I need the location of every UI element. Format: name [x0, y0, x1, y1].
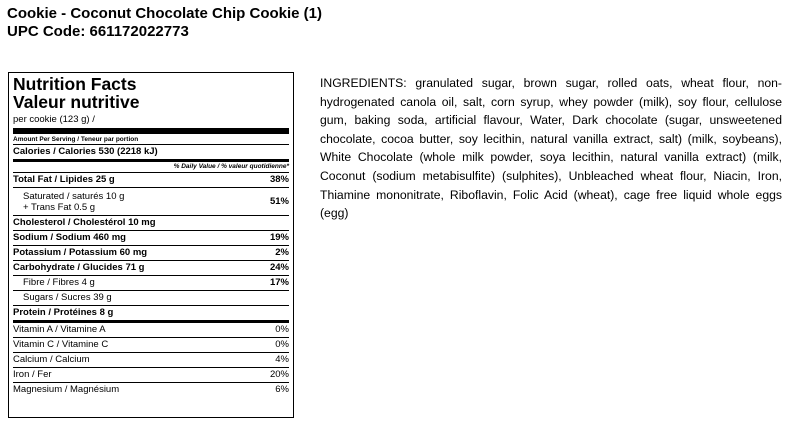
nutrient-row-saturated: [13, 187, 289, 215]
nutrient-row-sodium: [13, 230, 289, 245]
nutrient-percent: 24%: [269, 262, 289, 273]
nutrient-percent: 20%: [269, 369, 289, 380]
nutrition-facts-title: Nutrition Facts: [13, 74, 137, 94]
nutrient-percent: 38%: [269, 174, 289, 185]
upc-code: UPC Code: 661172022773: [7, 23, 189, 40]
nutrient-row-magnesium: [13, 382, 289, 397]
nutrient-percent: 6%: [275, 384, 289, 395]
nutrient-label: Sugars / Sucres 39 g: [23, 292, 112, 303]
nutrient-percent: 17%: [269, 277, 289, 288]
nutrient-row-protein: [13, 305, 289, 320]
nutrient-label: Potassium / Potassium 60 mg: [13, 247, 148, 258]
nutrient-label: Carbohydrate / Glucides 71 g: [13, 262, 145, 273]
nutrient-percent: 19%: [269, 232, 289, 243]
nutrient-row-cholesterol: [13, 215, 289, 230]
nutrient-label: Cholesterol / Cholestérol 10 mg: [13, 217, 156, 228]
nutrient-row-carbohydrate: [13, 260, 289, 275]
nutrient-label: Magnesium / Magnésium: [13, 384, 120, 395]
nutrient-percent: 0%: [275, 339, 289, 350]
nutrient-row-vitamin-c: [13, 337, 289, 352]
nutrient-row-sugars: [13, 290, 289, 305]
serving-size: per cookie (123 g) /: [13, 114, 95, 125]
calories-row: Calories / Calories 530 (2218 kJ): [13, 144, 289, 159]
nutrient-percent: 4%: [275, 354, 289, 365]
nutrient-label-group: [13, 191, 124, 213]
nutrient-label: Protein / Protéines 8 g: [13, 307, 114, 318]
nutrient-row-iron: [13, 367, 289, 382]
product-title: Cookie - Coconut Chocolate Chip Cookie (1): [7, 5, 323, 22]
nutrient-label: Sodium / Sodium 460 mg: [13, 232, 126, 243]
nutrient-row-vitamin-a: [13, 320, 289, 337]
nutrient-label: Vitamin A / Vitamine A: [13, 324, 106, 335]
nutrient-label: Calcium / Calcium: [13, 354, 90, 365]
nutrient-percent: 2%: [275, 247, 289, 258]
nutrition-facts-panel: [8, 72, 294, 418]
nutrient-label: Vitamin C / Vitamine C: [13, 339, 109, 350]
daily-value-header: % Daily Value / % valeur quotidienne*: [13, 159, 289, 172]
ingredients-text: INGREDIENTS: granulated sugar, brown sugar, rolled oats, wheat flour, non-hydrogenated canola oil, salt, corn syrup, whey powder (milk), soy flour, cellulose gum, baking soda, artificial flavour, Water, Dark chocolate (sugar, unsweetened chocolate, cocoa butter, soy lecithin, natural vanilla extract, salt) (milk, soybeans), White Chocolate (whole milk powder, soya lecithin, natural vanilla extract) (milk, Coconut (sodium metabisulfite) (sulphites), Unbleached wheat flour, Niacin, Iron, Thiamine mononitrate, Riboflavin, Folic Acid (wheat), cage free liquid whole eggs (egg): [320, 76, 782, 221]
nutrient-row-total-fat: [13, 172, 289, 187]
nutrient-label: Fibre / Fibres 4 g: [23, 277, 95, 288]
nutrition-facts-title-fr: Valeur nutritive: [13, 92, 140, 112]
amount-per-serving: Amount Per Serving / Teneur par portion: [13, 136, 139, 143]
nutrient-label: Iron / Fer: [13, 369, 52, 380]
nutrient-row-fibre: [13, 275, 289, 290]
nutrient-percent: 51%: [269, 196, 289, 207]
nutrient-label-trans: + Trans Fat 0.5 g: [23, 201, 96, 213]
thick-divider: [13, 128, 289, 134]
nutrient-label: Total Fat / Lipides 25 g: [13, 174, 115, 185]
nutrient-row-calcium: [13, 352, 289, 367]
nutrient-label: Saturated / saturés 10 g: [23, 190, 125, 202]
nutrient-row-potassium: [13, 245, 289, 260]
nutrient-percent: 0%: [275, 324, 289, 335]
